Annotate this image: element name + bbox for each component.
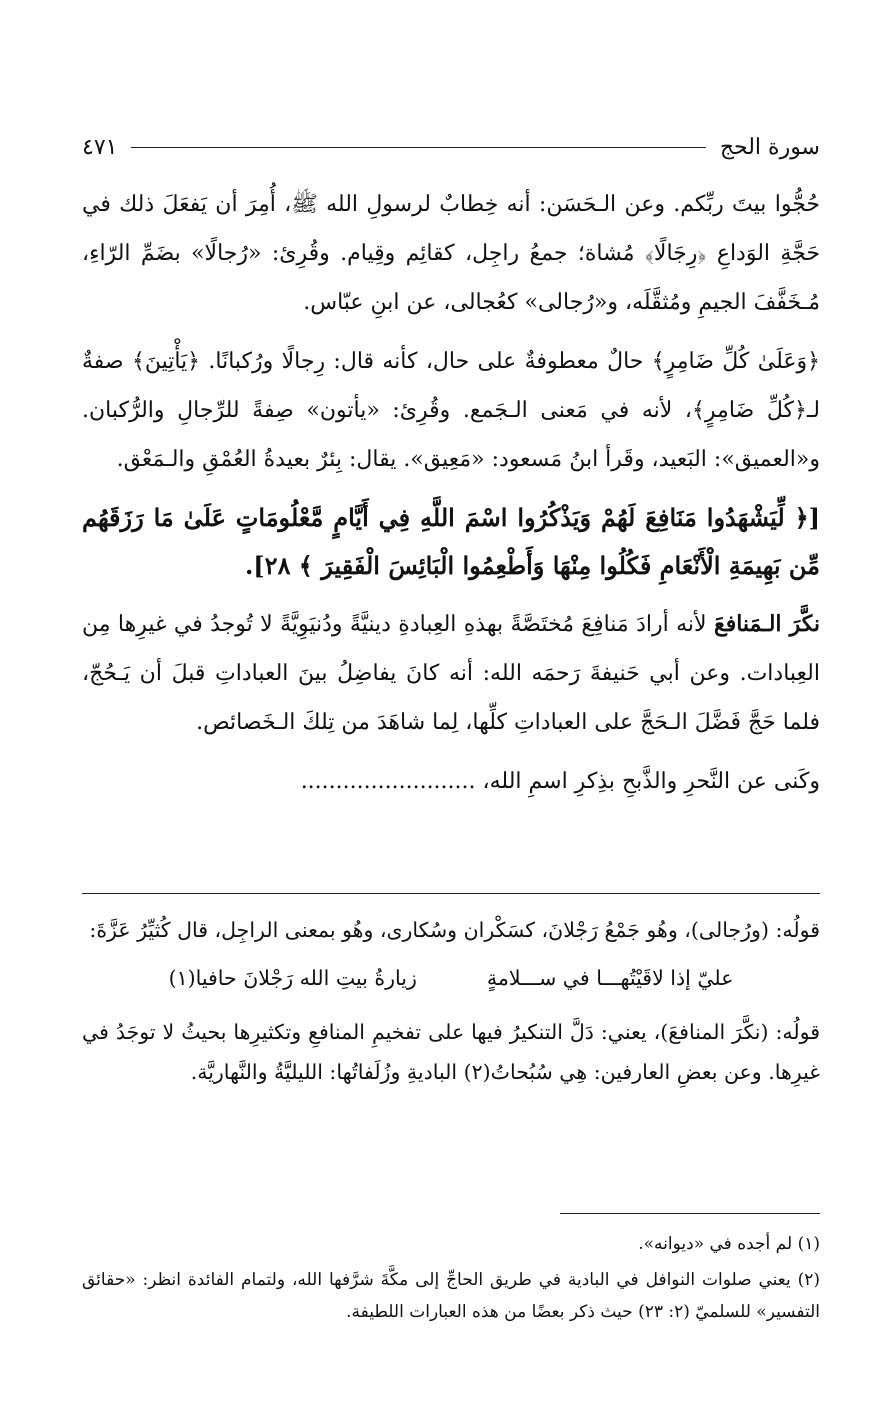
footnote-rule (560, 1213, 820, 1214)
paragraph-nahr: وكَنى عن النَّحرِ والذَّبحِ بذِكرِ اسمِ الله، ......................... (300, 769, 820, 794)
note-manafi: قولُه: (نكَّرَ المنافعَ)، يعني: دَلَّ التنكيرُ فيها على تفخيمِ المنافعِ وتكثيرِها بحيثُ لا توجَدُ في غيرِها. وعن بعضِ العارفين: هِي سُبُحاتُ(٢) الباديةِ وزُلَفاتُها: الليليَّةُ والنَّهاريَّة. (82, 1020, 820, 1084)
footnote-2: (٢) يعني صلوات النوافل في البادية في طريق الحاجِّ إلى مكَّةَ شرَّفها الله، ولتمام الفائدة انظر: «حقائق التفسير» للسلميّ (٢: ٢٣) حيث ذكر بعضًا من هذه العبارات اللطيفة. (82, 1270, 820, 1322)
main-text (82, 180, 820, 816)
poem-hemistich-first: عليّ إذا لاقَيْتُهـــا في ســـلامةٍ (486, 966, 734, 990)
page-header (82, 130, 820, 164)
commentary-notes (82, 910, 820, 1100)
quran-verse-28: [﴿ لِّيَشْهَدُوا مَنَافِعَ لَهُمْ وَيَذْكُرُوا اسْمَ اللَّهِ فِي أَيَّامٍ مَّعْلُومَاتٍ عَلَىٰ مَا رَزَقَهُم مِّن بَهِيمَةِ الْأَنْعَامِ فَكُلُوا مِنْهَا وَأَطْعِمُوا الْبَائِسَ الْفَقِيرَ ﴾ ٢٨]. (82, 503, 820, 580)
paragraph-manafi (82, 600, 820, 747)
footnote-1: (١) لم أجده في «ديوانه». (638, 1234, 820, 1254)
commentary-divider (82, 893, 820, 894)
paragraph-body: لأنه أرادَ مَنافِعَ مُختَصَّةً بهذهِ العِبادةِ دينيَّةً ودُنيَوِيَّةً لا تُوجدُ في غيرِها مِن العِبادات. وعن أبي حَنيفةَ رَحمَه الله: أنه كانَ يفاضِلُ بينَ العباداتِ قبلَ أن يَـحُجّ، فلما حَجَّ فَضَّلَ الـحَجَّ على العباداتِ كلِّها، لِما شاهَدَ من تِلكَ الـخَصائص. (82, 612, 820, 735)
paragraph-lead: نكَّرَ الـمَنافعَ (713, 611, 820, 637)
note-rujala: قولُه: (ورُجالى)، وهُو جَمْعُ رَجْلانَ، كسَكْران وسُكارى، وهُو بمعنى الراجِل، قال كُثيِّرُ عَزَّةَ: (89, 918, 820, 942)
header-rule (131, 147, 705, 148)
paragraph-rijalan: حُجُّوا بيتَ ربِّكم. وعن الـحَسَن: أنه خِطابٌ لرسولِ الله ﷺ، أُمِرَ أن يَفعَلَ ذلك في حَجَّةِ الوَداعِ ﴿رِجَالًا﴾ مُشاة؛ جمعُ راجِل، كقائِم وقِيام. وقُرِئ: «رُجالًا» بضَمِّ الرّاءِ، مُـخَفَّفَ الجيمِ ومُثقَّلَه، و«رُجالى» كعُجالى، عن ابنِ عبّاس. (82, 192, 820, 315)
poem-verse (82, 958, 820, 998)
paragraph-damir: ﴿وَعَلَىٰ كُلِّ ضَامِرٍ﴾ حالٌ معطوفةٌ على حال، كأنه قال: رِجالًا ورُكبانًا. ﴿يَأْتِينَ﴾ صفةٌ لـ﴿كُلِّ ضَامِرٍ﴾، لأنه في مَعنى الـجَمع. وقُرِئ: «يأتون» صِفةً للرِّجالِ والرُّكبان. و«العميق»: البَعيد، وقَرأ ابنُ مَسعود: «مَعِيق». يقال: بِئرٌ بعيدةُ العُمْقِ والـمَعْق. (82, 349, 820, 472)
surah-title: سورة الحج (719, 134, 820, 160)
poem-hemistich-second: زيارةُ بيتِ الله رَجْلانَ حافيا(١) (168, 966, 417, 990)
page-number: ٤٧١ (82, 134, 118, 160)
footnotes (82, 1228, 820, 1332)
